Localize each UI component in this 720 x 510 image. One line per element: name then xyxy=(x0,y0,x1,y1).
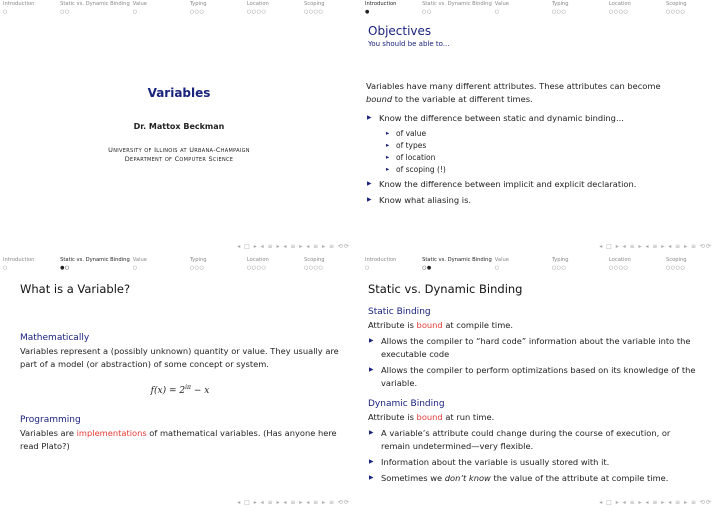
nav-progress-dots[interactable]: ○○○○ xyxy=(303,265,324,272)
nav-progress-dots[interactable]: ○ xyxy=(132,265,138,272)
bound-highlight: bound xyxy=(416,412,443,422)
nav-section-label: Static vs. Dynamic Binding xyxy=(422,257,492,263)
nav-section-value[interactable] xyxy=(492,256,549,272)
nav-progress-dots[interactable]: ○ xyxy=(494,265,500,272)
nav-progress-dots[interactable]: ○○○ xyxy=(551,9,567,16)
nav-progress-dots[interactable]: ●○ xyxy=(60,265,70,272)
formula: $f(x) = 2^{i\pi} - x$ xyxy=(150,384,210,396)
nav-progress-dots[interactable]: ○○○ xyxy=(551,265,567,272)
nav-section-label: Scoping xyxy=(303,1,325,7)
nav-section-introduction[interactable] xyxy=(0,0,57,16)
nav-section-static-vs-dynamic-binding[interactable] xyxy=(419,0,492,16)
nav-progress-dots[interactable]: ○○○○ xyxy=(608,9,629,16)
nav-section-value[interactable] xyxy=(130,256,187,272)
prog-text xyxy=(20,427,340,453)
nav-section-label: Location xyxy=(246,257,269,263)
slide-what-is-variable xyxy=(0,256,358,508)
prog-heading: Programming xyxy=(20,415,81,425)
nav-section-location[interactable] xyxy=(606,0,663,16)
binding-body xyxy=(368,306,698,488)
list-item: ▶ Know the difference between implicit and explicit declaration. xyxy=(366,178,686,191)
nav-section-location[interactable] xyxy=(606,256,663,272)
what-is-body xyxy=(20,332,340,453)
static-def xyxy=(368,319,698,332)
nav-section-label: Static vs. Dynamic Binding xyxy=(60,1,130,7)
nav-section-label: Location xyxy=(246,1,269,7)
nav-progress-dots[interactable]: ○○○○ xyxy=(665,9,686,16)
nav-progress-dots[interactable]: ● xyxy=(365,9,370,16)
nav-section-typing[interactable] xyxy=(187,0,244,16)
nav-section-scoping[interactable] xyxy=(663,0,720,16)
nav-section-label: Typing xyxy=(551,1,569,7)
nav-progress-dots[interactable]: ○● xyxy=(422,265,432,272)
nav-section-label: Typing xyxy=(189,1,207,7)
nav-section-label: Value xyxy=(494,1,509,7)
nav-progress-dots[interactable]: ○○○○ xyxy=(246,265,267,272)
nav-section-location[interactable] xyxy=(244,256,301,272)
nav-section-introduction[interactable] xyxy=(362,256,419,272)
prog-text-pre: Variables are xyxy=(20,428,77,438)
nav-bar xyxy=(0,256,358,272)
nav-progress-dots[interactable]: ○ xyxy=(3,9,8,16)
nav-progress-dots[interactable]: ○ xyxy=(3,265,8,272)
nav-section-label: Introduction xyxy=(3,257,35,263)
slide-nav-controls[interactable]: ◂ □ ▸ ◂ ≡ ▸ ◂ ≡ ▸ ◂ ≡ ▸ ≡ ⟲⟳ xyxy=(237,243,350,250)
nav-section-label: Location xyxy=(608,1,631,7)
bound-emphasis: bound xyxy=(366,94,393,104)
sub-item: ▸ of types xyxy=(386,140,686,151)
list-item: ▶ Allows the compiler to perform optimizations based on its knowledge of the variable. xyxy=(368,364,698,390)
slide-nav-controls[interactable]: ◂ □ ▸ ◂ ≡ ▸ ◂ ≡ ▸ ◂ ≡ ▸ ≡ ⟲⟳ xyxy=(237,499,350,506)
math-text: Variables represent a (possibly unknown) quantity or value. They usually are part of a model (or abstraction) of some concept or system. xyxy=(20,346,339,369)
frame-subtitle: You should be able to... xyxy=(368,40,450,48)
nav-section-label: Value xyxy=(132,257,147,263)
dynamic-def xyxy=(368,411,698,424)
static-def-pre: Attribute is xyxy=(368,320,417,330)
nav-section-label: Static vs. Dynamic Binding xyxy=(422,1,492,7)
nav-section-typing[interactable] xyxy=(549,256,606,272)
frame-title: Static vs. Dynamic Binding xyxy=(368,282,523,296)
slide-nav-controls[interactable]: ◂ □ ▸ ◂ ≡ ▸ ◂ ≡ ▸ ◂ ≡ ▸ ≡ ⟲⟳ xyxy=(599,243,712,250)
list-item: ▶ Know the difference between static and dynamic binding... xyxy=(366,112,686,125)
intro-line-2-rest: to the variable at different times. xyxy=(392,94,533,104)
list-item: ▶ Allows the compiler to “hard code” information about the variable into the executable code xyxy=(368,335,698,361)
dynamic-heading: Dynamic Binding xyxy=(368,399,445,409)
frame-title: What is a Variable? xyxy=(20,282,131,296)
nav-section-scoping[interactable] xyxy=(301,0,358,16)
implementations-highlight: implementations xyxy=(76,428,147,438)
dynamic-def-pre: Attribute is xyxy=(368,412,417,422)
nav-section-introduction[interactable] xyxy=(0,256,57,272)
static-def-post: at compile time. xyxy=(442,320,514,330)
nav-section-static-vs-dynamic-binding[interactable] xyxy=(419,256,492,272)
nav-progress-dots[interactable]: ○○ xyxy=(60,9,70,16)
nav-section-scoping[interactable] xyxy=(301,256,358,272)
nav-progress-dots[interactable]: ○ xyxy=(494,9,500,16)
objectives-body xyxy=(366,80,686,210)
intro-line-1: Variables have many different attributes. These attributes can become xyxy=(366,81,661,91)
nav-progress-dots[interactable]: ○○○○ xyxy=(303,9,324,16)
frame-title: Objectives xyxy=(368,24,432,38)
nav-progress-dots[interactable]: ○○○○ xyxy=(665,265,686,272)
static-heading: Static Binding xyxy=(368,307,431,317)
nav-section-introduction[interactable] xyxy=(362,0,419,16)
nav-section-value[interactable] xyxy=(492,0,549,16)
list-item: ▶ Know what aliasing is. xyxy=(366,194,686,207)
nav-section-value[interactable] xyxy=(130,0,187,16)
nav-section-location[interactable] xyxy=(244,0,301,16)
nav-section-label: Static vs. Dynamic Binding xyxy=(60,257,130,263)
nav-section-label: Scoping xyxy=(665,257,687,263)
nav-section-label: Introduction xyxy=(365,1,397,7)
list-item xyxy=(368,472,698,485)
prog-text-post: of mathematical variables. (Has anyone here read Plato?) xyxy=(20,428,337,451)
intro-line-2 xyxy=(366,93,686,106)
nav-section-typing[interactable] xyxy=(549,0,606,16)
author-name: Dr. Mattox Beckman xyxy=(133,122,225,131)
list-item: ▶ A variable’s attribute could change during the course of execution, or remain undetermined—very flexible. xyxy=(368,427,698,453)
sub-item: ▸ of value xyxy=(386,128,686,139)
nav-progress-dots[interactable]: ○ xyxy=(365,265,370,272)
nav-progress-dots[interactable]: ○○○ xyxy=(189,9,205,16)
nav-section-typing[interactable] xyxy=(187,256,244,272)
b3-pre: Sometimes we xyxy=(381,473,445,483)
bound-highlight: bound xyxy=(416,320,443,330)
nav-section-static-vs-dynamic-binding[interactable] xyxy=(57,256,130,272)
nav-bar xyxy=(0,0,358,16)
affiliation-university: University of Illinois at Urbana-Champaign xyxy=(108,146,250,154)
nav-section-label: Introduction xyxy=(365,257,397,263)
nav-section-label: Scoping xyxy=(665,1,687,7)
nav-section-label: Scoping xyxy=(303,257,325,263)
slide-title xyxy=(0,0,358,252)
nav-bar xyxy=(362,256,720,272)
slide-nav-controls[interactable]: ◂ □ ▸ ◂ ≡ ▸ ◂ ≡ ▸ ◂ ≡ ▸ ≡ ⟲⟳ xyxy=(599,499,712,506)
dynamic-def-post: at run time. xyxy=(442,412,495,422)
nav-progress-dots[interactable]: ○○ xyxy=(422,9,432,16)
nav-section-scoping[interactable] xyxy=(663,256,720,272)
nav-section-label: Value xyxy=(494,257,509,263)
nav-progress-dots[interactable]: ○○○ xyxy=(189,265,205,272)
nav-section-label: Typing xyxy=(551,257,569,263)
slide-binding xyxy=(362,256,720,508)
title-slide-title: Variables xyxy=(147,86,211,100)
math-heading: Mathematically xyxy=(20,333,90,343)
nav-section-static-vs-dynamic-binding[interactable] xyxy=(57,0,130,16)
nav-section-label: Location xyxy=(608,257,631,263)
affiliation-department: Department of Computer Science xyxy=(124,155,234,163)
list-item: ▶ Information about the variable is usually stored with it. xyxy=(368,456,698,469)
sub-item: ▸ of location xyxy=(386,152,686,163)
nav-section-label: Introduction xyxy=(3,1,35,7)
nav-progress-dots[interactable]: ○○○○ xyxy=(246,9,267,16)
sub-item: ▸ of scoping (!) xyxy=(386,164,686,175)
nav-section-label: Typing xyxy=(189,257,207,263)
nav-progress-dots[interactable]: ○○○○ xyxy=(608,265,629,272)
slide-objectives xyxy=(362,0,720,252)
dont-know-emphasis: don’t know xyxy=(444,473,491,483)
nav-progress-dots[interactable]: ○ xyxy=(132,9,138,16)
nav-section-label: Value xyxy=(132,1,147,7)
nav-bar xyxy=(362,0,720,16)
b3-post: the value of the attribute at compile time. xyxy=(490,473,669,483)
